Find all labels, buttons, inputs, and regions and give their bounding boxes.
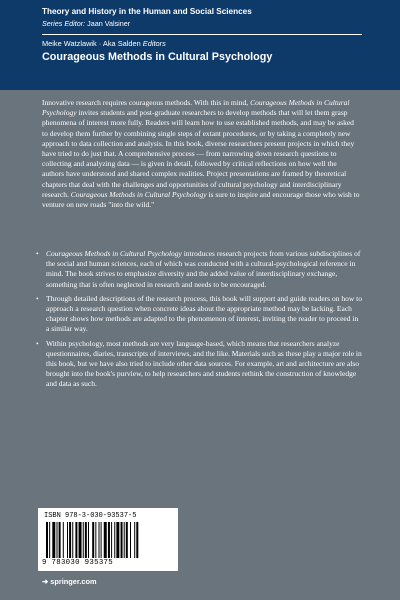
isbn-label: ISBN 978-3-030-93537-5 <box>44 512 137 520</box>
intro-text-1: Innovative research requires courageous methods. With this in mind, <box>42 98 249 107</box>
barcode-bar <box>121 522 123 558</box>
book-title: Courageous Methods in Cultural Psychology <box>42 51 273 63</box>
series-editor <box>42 19 130 28</box>
bullet-icon: • <box>36 293 39 303</box>
barcode-bar <box>116 522 119 558</box>
barcode-bar <box>75 522 77 558</box>
barcode-bar <box>83 522 84 558</box>
list-item <box>36 249 362 290</box>
publisher-url: springer.com <box>50 577 97 586</box>
header-divider <box>42 34 362 35</box>
barcode-bar <box>79 522 82 558</box>
intro-book-title-2: Courageous Methods in Cultural Psychology <box>70 189 207 199</box>
editor-names: Meike Watzlawik · Aka Salden <box>42 39 141 48</box>
intro-text-3: is sure to inspire and encourage those who wish to venture on new roads "into the wild." <box>42 189 360 210</box>
header-band <box>0 0 400 90</box>
feature-list <box>36 249 362 394</box>
barcode-bar <box>126 522 128 558</box>
bullet-italic: Courageous Methods in Cultural Psychology <box>46 249 182 258</box>
bullet-text: Within psychology, most methods are very language-based, which means that researchers analyze questionnaires, diaries, transcripts of interviews, and the like. Materials such as these play a major role in this book, but we have also tried to include other data sources. For example, art and architecture are also brought into the book's purview, to help researchers and students rethink the construction of knowledge and data as such. <box>46 338 362 389</box>
barcode-bar <box>124 522 125 558</box>
series-editor-label: Series Editor: <box>42 19 86 28</box>
barcode-bar <box>85 522 87 558</box>
editors-label: Editors <box>142 39 166 48</box>
list-item <box>36 339 362 390</box>
barcode-bar <box>63 522 64 558</box>
series-editor-name: Jaan Valsiner <box>87 19 131 28</box>
barcode-bar <box>95 522 96 558</box>
barcode-bar <box>114 522 115 558</box>
barcode-bar <box>88 522 89 558</box>
intro-book-title: Courageous Methods in Cultural Psychology <box>42 98 350 118</box>
barcode-bar <box>72 522 73 558</box>
barcode-panel <box>38 508 178 571</box>
barcode-bar <box>57 522 58 558</box>
barcode-bar <box>104 522 107 558</box>
barcode-bar <box>49 522 50 558</box>
barcode-bar <box>101 522 102 558</box>
series-title: Theory and History in the Human and Social Sciences <box>42 7 252 16</box>
barcode-bar <box>134 522 135 558</box>
barcode-bar <box>59 522 61 558</box>
barcode-bar <box>67 522 68 558</box>
intro-paragraph <box>42 98 360 210</box>
list-item <box>36 294 362 335</box>
barcode-bar <box>111 522 112 558</box>
barcode-bar <box>136 522 138 558</box>
barcode-icon <box>46 522 170 558</box>
bullet-icon: • <box>36 249 39 258</box>
barcode-digits: 9 783030 935375 <box>42 559 114 567</box>
barcode-bar <box>108 522 110 558</box>
barcode-bar <box>130 522 131 558</box>
bullet-text: Through detailed descriptions of the research process, this book will support and guide readers on how to approach a research question when concrete ideas about the appropriate method may be lacking. Each chapter shows how methods are adapted to the phenomenon of interest, inviting the reader to proceed in a similar way. <box>46 293 362 334</box>
bullet-icon: • <box>36 338 39 348</box>
barcode-bar <box>52 522 55 558</box>
barcode-bar <box>99 522 100 558</box>
publisher-link[interactable] <box>42 577 97 586</box>
barcode-bar <box>92 522 94 558</box>
barcode-bar <box>46 522 48 558</box>
arrow-right-icon: ➜ <box>42 577 49 586</box>
bullet-text: introduces research projects from various subdisciplines of the social and human sciences, each of which was conducted with a cultural-psychological reference in mind. The book strives to emphasize diversity and the added value of interdisciplinary exchange, something that is often neglected in research and needs to be encouraged. <box>46 249 361 289</box>
intro-text-2: invites students and post-graduate researchers to develop methods that will let them grasp phenomena of interest more fully. Readers will learn how to use established methods, and may be asked to develop them further by combining single steps of extant procedures, or by taking a completely new approach to data collection and analysis. In this book, diverse researchers present projects in which they have tried to do just that. A comprehensive process — from narrowing down research questions to collecting and analyzing data — is given in detail, followed by critical reflections on how well the authors have understood and shared complex realities. Project presentations are framed by theoretical chapters that deal with the challenges and opportunities of cultural psychology and interdisciplinary research. <box>42 108 355 199</box>
book-editors <box>42 39 166 48</box>
barcode-bar <box>69 522 71 558</box>
